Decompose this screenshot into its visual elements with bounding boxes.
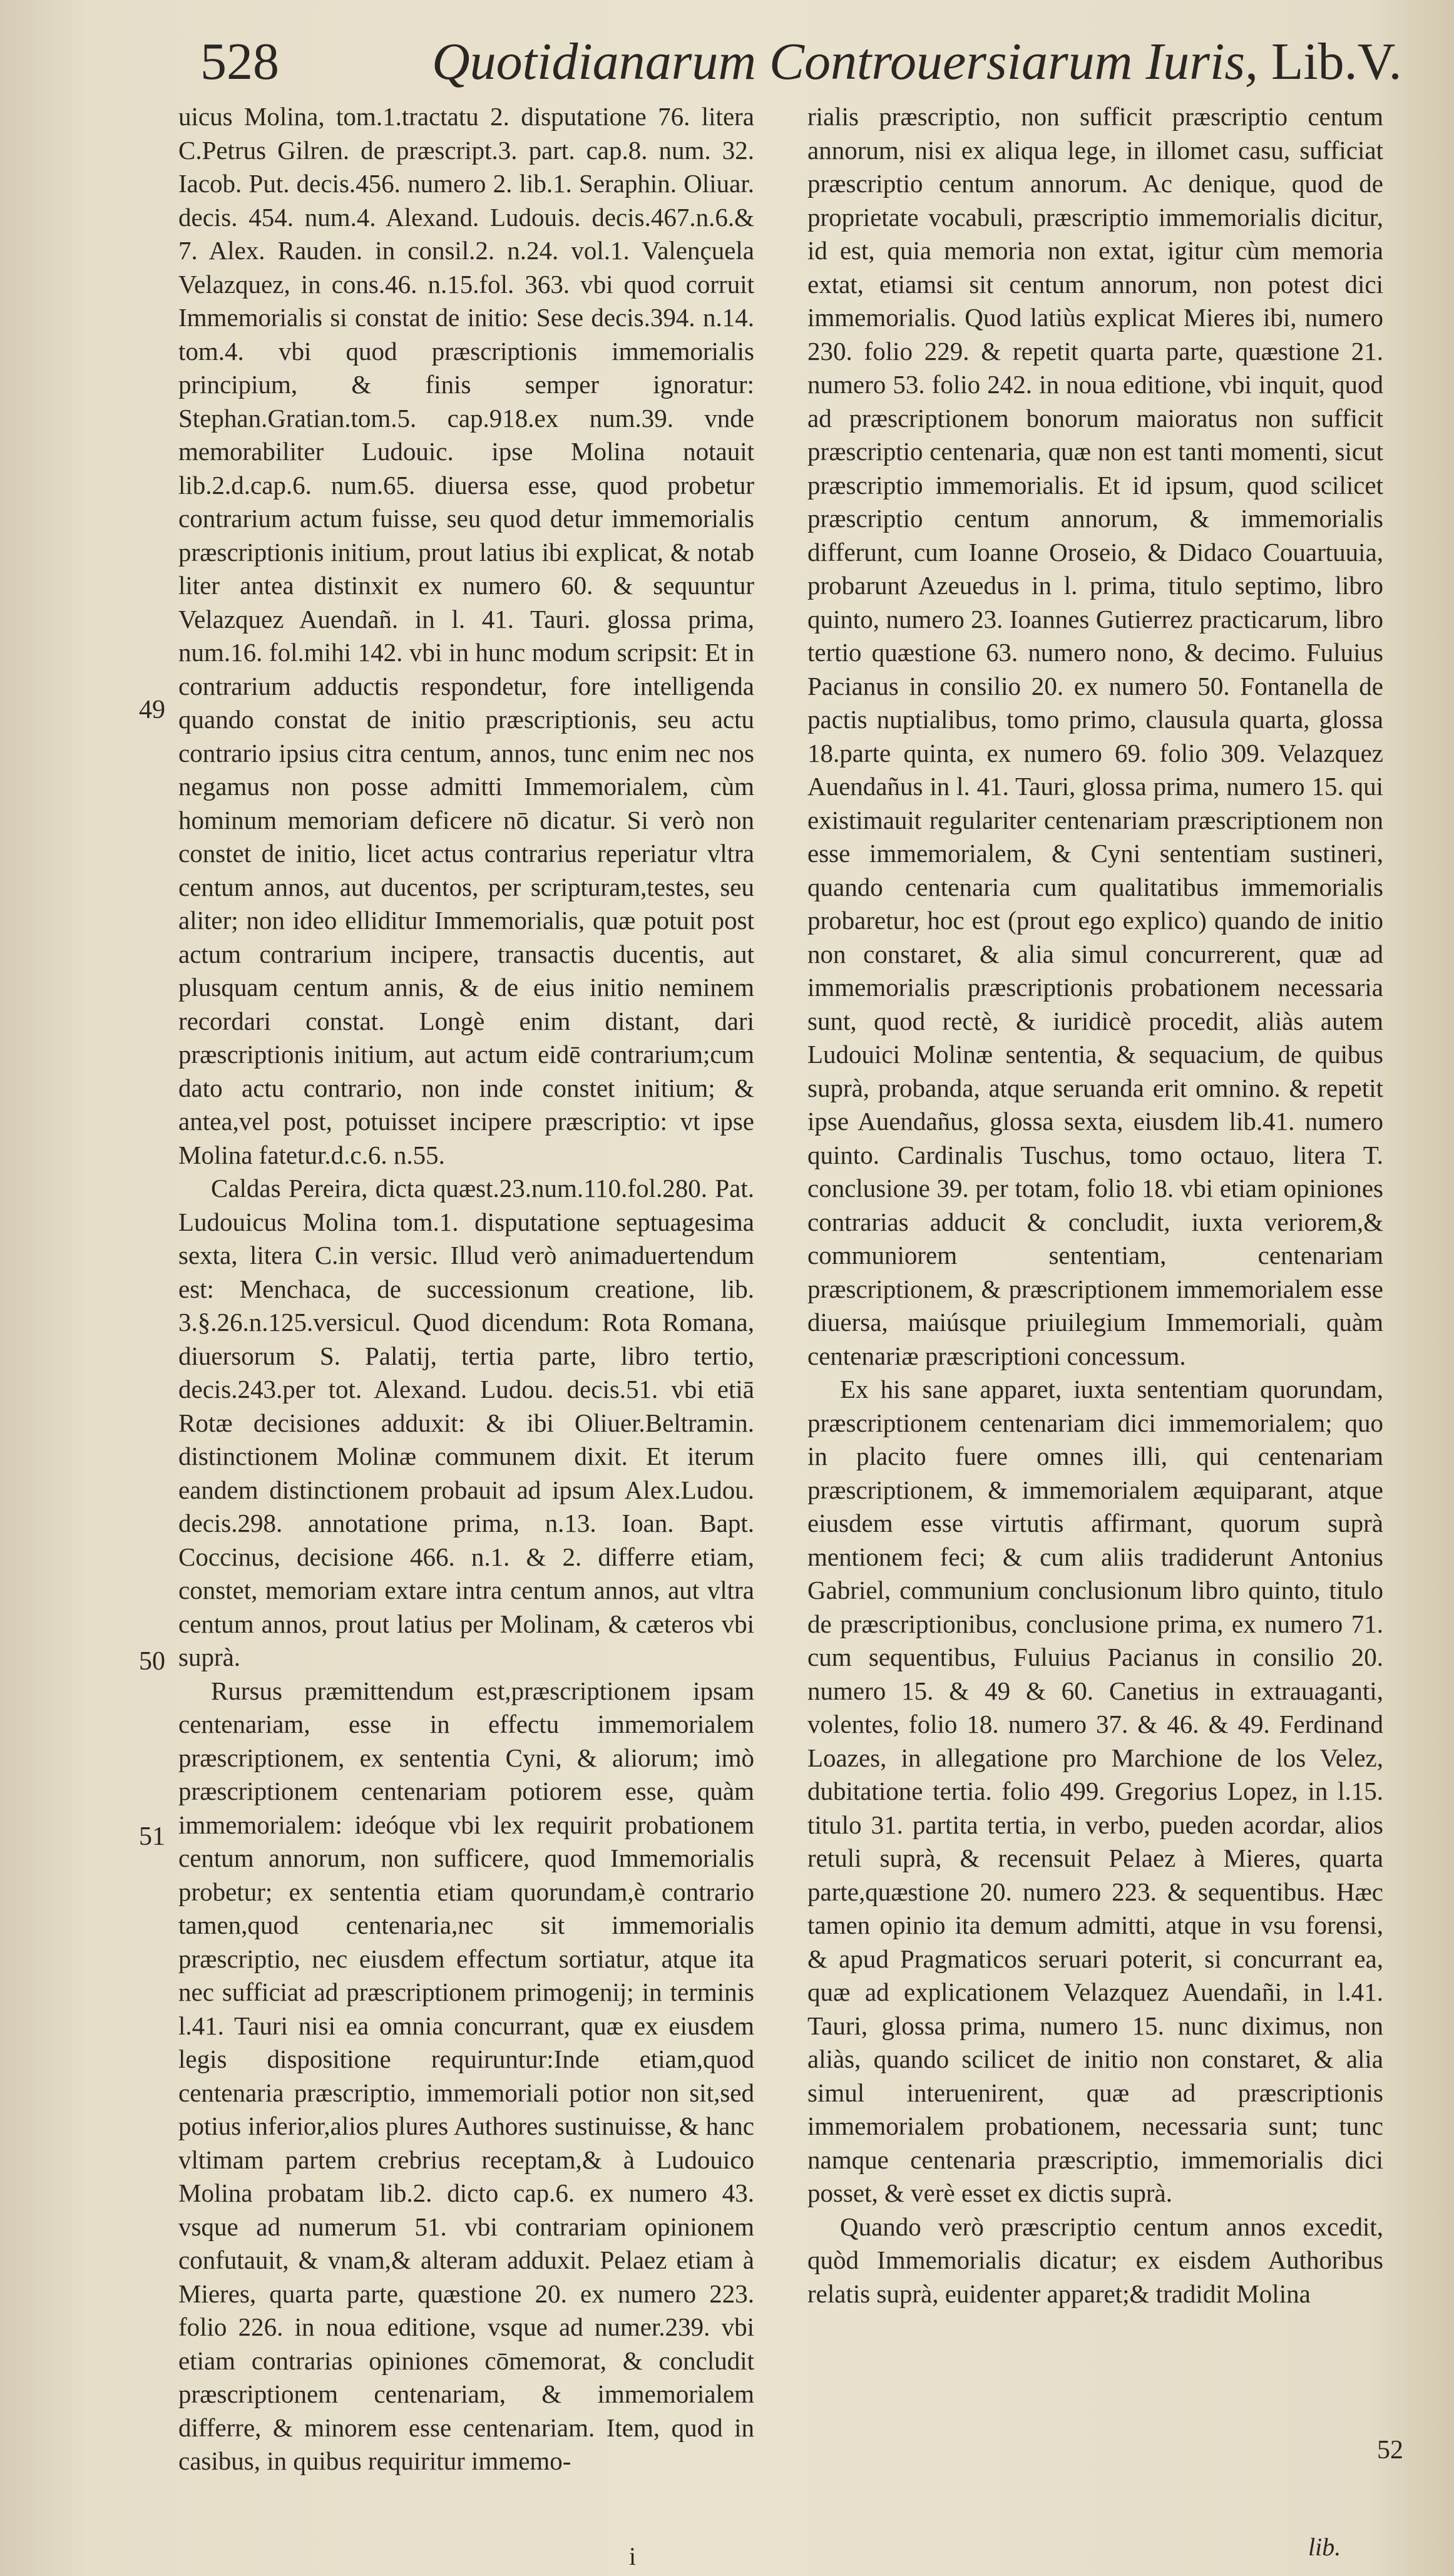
- running-title: [432, 31, 1402, 92]
- margin-number-52: 52: [1377, 2436, 1403, 2465]
- left-column: [178, 100, 754, 2478]
- margin-number-49: 49: [139, 695, 165, 724]
- page-header: [200, 31, 1402, 106]
- margin-number-50: 50: [139, 1647, 165, 1676]
- right-paragraph-2: Ex his sane apparet, iuxta sententiam quorundam, præscriptionem centenariam dici immemorialem; quo in placito fuere omnes illi, qui centenariam præscriptionem, & immemorialem æquiparant, atque eiusdem esse virtutis affirmant, quorum suprà mentionem feci; & cum aliis tradiderunt Antonius Gabriel, communium conclusionum libro quinto, titulo de præscriptionibus, conclusione prima, ex numero 71. cum sequentibus, Fuluius Pacianus in consilio 20. numero 15. & 49 & 60. Canetius in extrauaganti, volentes, folio 18. numero 37. & 46. & 49. Ferdinand Loazes, in allegatione pro Marchione de los Velez, dubitatione tertia. folio 499. Gregorius Lopez, in l.15. titulo 31. partita tertia, in verbo, pueden acordar, alios retuli suprà, & recensuit Pelaez à Mieres, quarta parte,quæstione 20. numero 223. & sequentibus. Hæc tamen opinio ita demum admitti, atque in vsu forensi, & apud Pragmaticos seruari poterit, si concurrant ea, quæ ad explicationem Velazquez Auendañi, in l.41. Tauri, glossa prima, numero 15. nunc diximus, non aliàs, quando scilicet de initio non constaret, & alia simul interuenirent, quæ ad præscriptionis immemorialem probationem, necessaria sunt; tunc namque centenaria præscriptio, immemorialis dici posset, & verè esset ex dictis suprà.: [807, 1375, 1383, 2207]
- left-paragraph-1: uicus Molina, tom.1.tractatu 2. disputatione 76. litera C.Petrus Gilren. de præscript.3. part. cap.8. num. 32. Iacob. Put. decis.456. numero 2. lib.1. Seraphin. Oliuar. decis. 454. num.4. Alexand. Ludouis. decis.467.n.6.& 7. Alex. Rauden. in consil.2. n.24. vol.1. Valençuela Velazquez, in cons.46. n.15.fol. 363. vbi quod corruit Immemorialis si constat de initio: Sese decis.394. n.14. tom.4. vbi quod præscriptionis immemorialis principium, & finis semper ignoratur: Stephan.Gratian.tom.5. cap.918.ex num.39. vnde memorabiliter Ludouic. ipse Molina notauit lib.2.d.cap.6. num.65. diuersa esse, quod probetur contrarium actum fuisse, seu quod detur immemorialis præscriptionis initium, prout latius ibi explicat, & notab liter antea distinxit ex numero 60. & sequuntur Velazquez Auendañ. in l. 41. Tauri. glossa prima, num.16. fol.mihi 142. vbi in hunc modum scripsit: Et in contrarium adductis respondetur, fore intelligenda quando constat de initio præscriptionis, seu actu contrario ipsius citra centum, annos, tunc enim nec nos negamus non posse admitti Immemorialem, cùm hominum memoriam deficere nō dicatur. Si verò non constet de initio, licet actus contrarius reperiatur vltra centum annos, aut ducentos, per scripturam,testes, seu aliter; non ideo elliditur Immemorialis, quæ potuit post actum contrarium incipere, transactis ducentis, aut plusquam centum annis, & de eius initio neminem recordari constat. Longè enim distant, dari præscriptionis initium, aut actum eidē contrarium;cum dato actu contrario, non inde constet initium; & antea,vel post, potuisset incipere præscriptio: vt ipse Molina fatetur.d.c.6. n.55.: [178, 102, 754, 1169]
- running-book: Lib.V.: [1271, 33, 1402, 91]
- left-paragraph-3: Rursus præmittendum est,præscriptionem ipsam centenariam, esse in effectu immemorialem præscriptionem, ex sententia Cyni, & aliorum; imò præscriptionem centenariam potiorem esse, quàm immemorialem: ideóque vbi lex requirit probationem centum annorum, non sufficere, quod Immemorialis probetur; ex sententia etiam quorundam,è contrario tamen,quod centenaria,nec sit immemorialis præscriptio, nec eiusdem effectum sortiatur, atque ita nec sufficiat ad præscriptionem primogenij; in terminis l.41. Tauri nisi ea omnia concurrant, quæ ex eiusdem legis dispositione requiruntur:Inde etiam,quod centenaria præscriptio, immemoriali potior non sit,sed potius inferior,alios plures Authores sustinuisse, & hanc vltimam partem crebrius receptam,& à Ludouico Molina probatam lib.2. dicto cap.6. ex numero 43. vsque ad numerum 51. vbi contrariam opinionem confutauit, & vnam,& alteram adduxit. Pelaez etiam à Mieres, quarta parte, quæstione 20. ex numero 223. folio 226. in noua editione, vsque ad numer.239. vbi etiam contrarias opiniones cōmemorat, & concludit præscriptionem centenariam, & immemorialem differre, & minorem esse centenariam. Item, quod in casibus, in quibus requiritur immemo-: [178, 1676, 754, 2475]
- right-paragraph-1: rialis præscriptio, non sufficit præscriptio centum annorum, nisi ex aliqua lege, in illomet casu, sufficiat præscriptio centum annorum. Ac denique, quod de proprietate vocabuli, præscriptio immemorialis dicitur, id est, quia memoria non extat, igitur cùm memoria extat, etiamsi sit centum annorum, non potest dici immemorialis. Quod latiùs explicat Mieres ibi, numero 230. folio 229. & repetit quarta parte, quæstione 21. numero 53. folio 242. in noua editione, vbi inquit, quod ad præscriptionem bonorum maioratus non sufficit præscriptio centenaria, quæ non est tanti momenti, sicut præscriptio immemorialis. Et id ipsum, quod scilicet præscriptio centum annorum, & immemorialis differunt, cum Ioanne Oroseio, & Didaco Couartuuia, probarunt Azeuedus in l. prima, titulo septimo, libro quinto, numero 23. Ioannes Gutierrez practicarum, libro tertio quæstione 63. numero nono, & decimo. Fuluius Pacianus in consilio 20. ex numero 50. Fontanella de pactis nuptialibus, tomo primo, clausula quarta, glossa 18.parte quinta, ex numero 69. folio 309. Velazquez Auendañus in l. 41. Tauri, glossa prima, numero 15. qui existimauit regulariter centenariam præscriptionem non esse immemorialem, & Cyni sententiam sustineri, quando centenaria cum qualitatibus immemorialis probaretur, hoc est (prout ego explico) quando de initio non constaret, & alia simul concurrerent, quæ ad immemorialis præscriptionis probationem necessaria sunt, quod rectè, & iuridicè procedit, aliàs autem Ludouici Molinæ sententia, & sequacium, de quibus suprà, probanda, atque seruanda erit omnino. & repetit ipse Auendañus, glossa sexta, eiusdem lib.41. numero quinto. Cardinalis Tuschus, tomo octauo, litera T. conclusione 39. per totam, folio 18. vbi etiam opiniones contrarias adducit & concludit, iuxta veriorem,& communiorem sententiam, centenariam præscriptionem, & præscriptionem immemorialem esse diuersa, maiúsque priuilegium Immemoriali, quàm centenariæ præscriptioni concessum.: [807, 102, 1383, 1370]
- margin-number-51: 51: [139, 1822, 165, 1851]
- right-paragraph-3: Quando verò præscriptio centum annos excedit, quòd Immemorialis dicatur; ex eisdem Authoribus relatis suprà, euidenter apparet;& tradidit Molina: [807, 2212, 1383, 2308]
- signature-mark: i: [629, 2542, 637, 2570]
- page-number: 528: [200, 33, 279, 91]
- running-title-text: Quotidianarum Controuersiarum Iuris,: [432, 33, 1259, 91]
- right-column: [807, 100, 1383, 2311]
- left-paragraph-2: Caldas Pereira, dicta quæst.23.num.110.fol.280. Pat. Ludouicus Molina tom.1. disputatione septuagesima sexta, litera C.in versic. Illud verò animaduertendum est: Menchaca, de successionum creatione, lib. 3.§.26.n.125.versicul. Quod dicendum: Rota Romana, diuersorum S. Palatij, tertia parte, libro tertio, decis.243.per tot. Alexand. Ludou. decis.51. vbi etiā Rotæ decisiones adduxit: & ibi Oliuer.Beltramin. distinctionem Molinæ communem dixit. Et iterum eandem distinctionem probauit ad ipsum Alex.Ludou. decis.298. annotatione prima, n.13. Ioan. Bapt. Coccinus, decisione 466. n.1. & 2. differre etiam, constet, memoriam extare intra centum annos, aut vltra centum annos, prout latius per Molinam, & cæteros vbi suprà.: [178, 1174, 754, 1671]
- catchword: lib.: [1308, 2533, 1341, 2561]
